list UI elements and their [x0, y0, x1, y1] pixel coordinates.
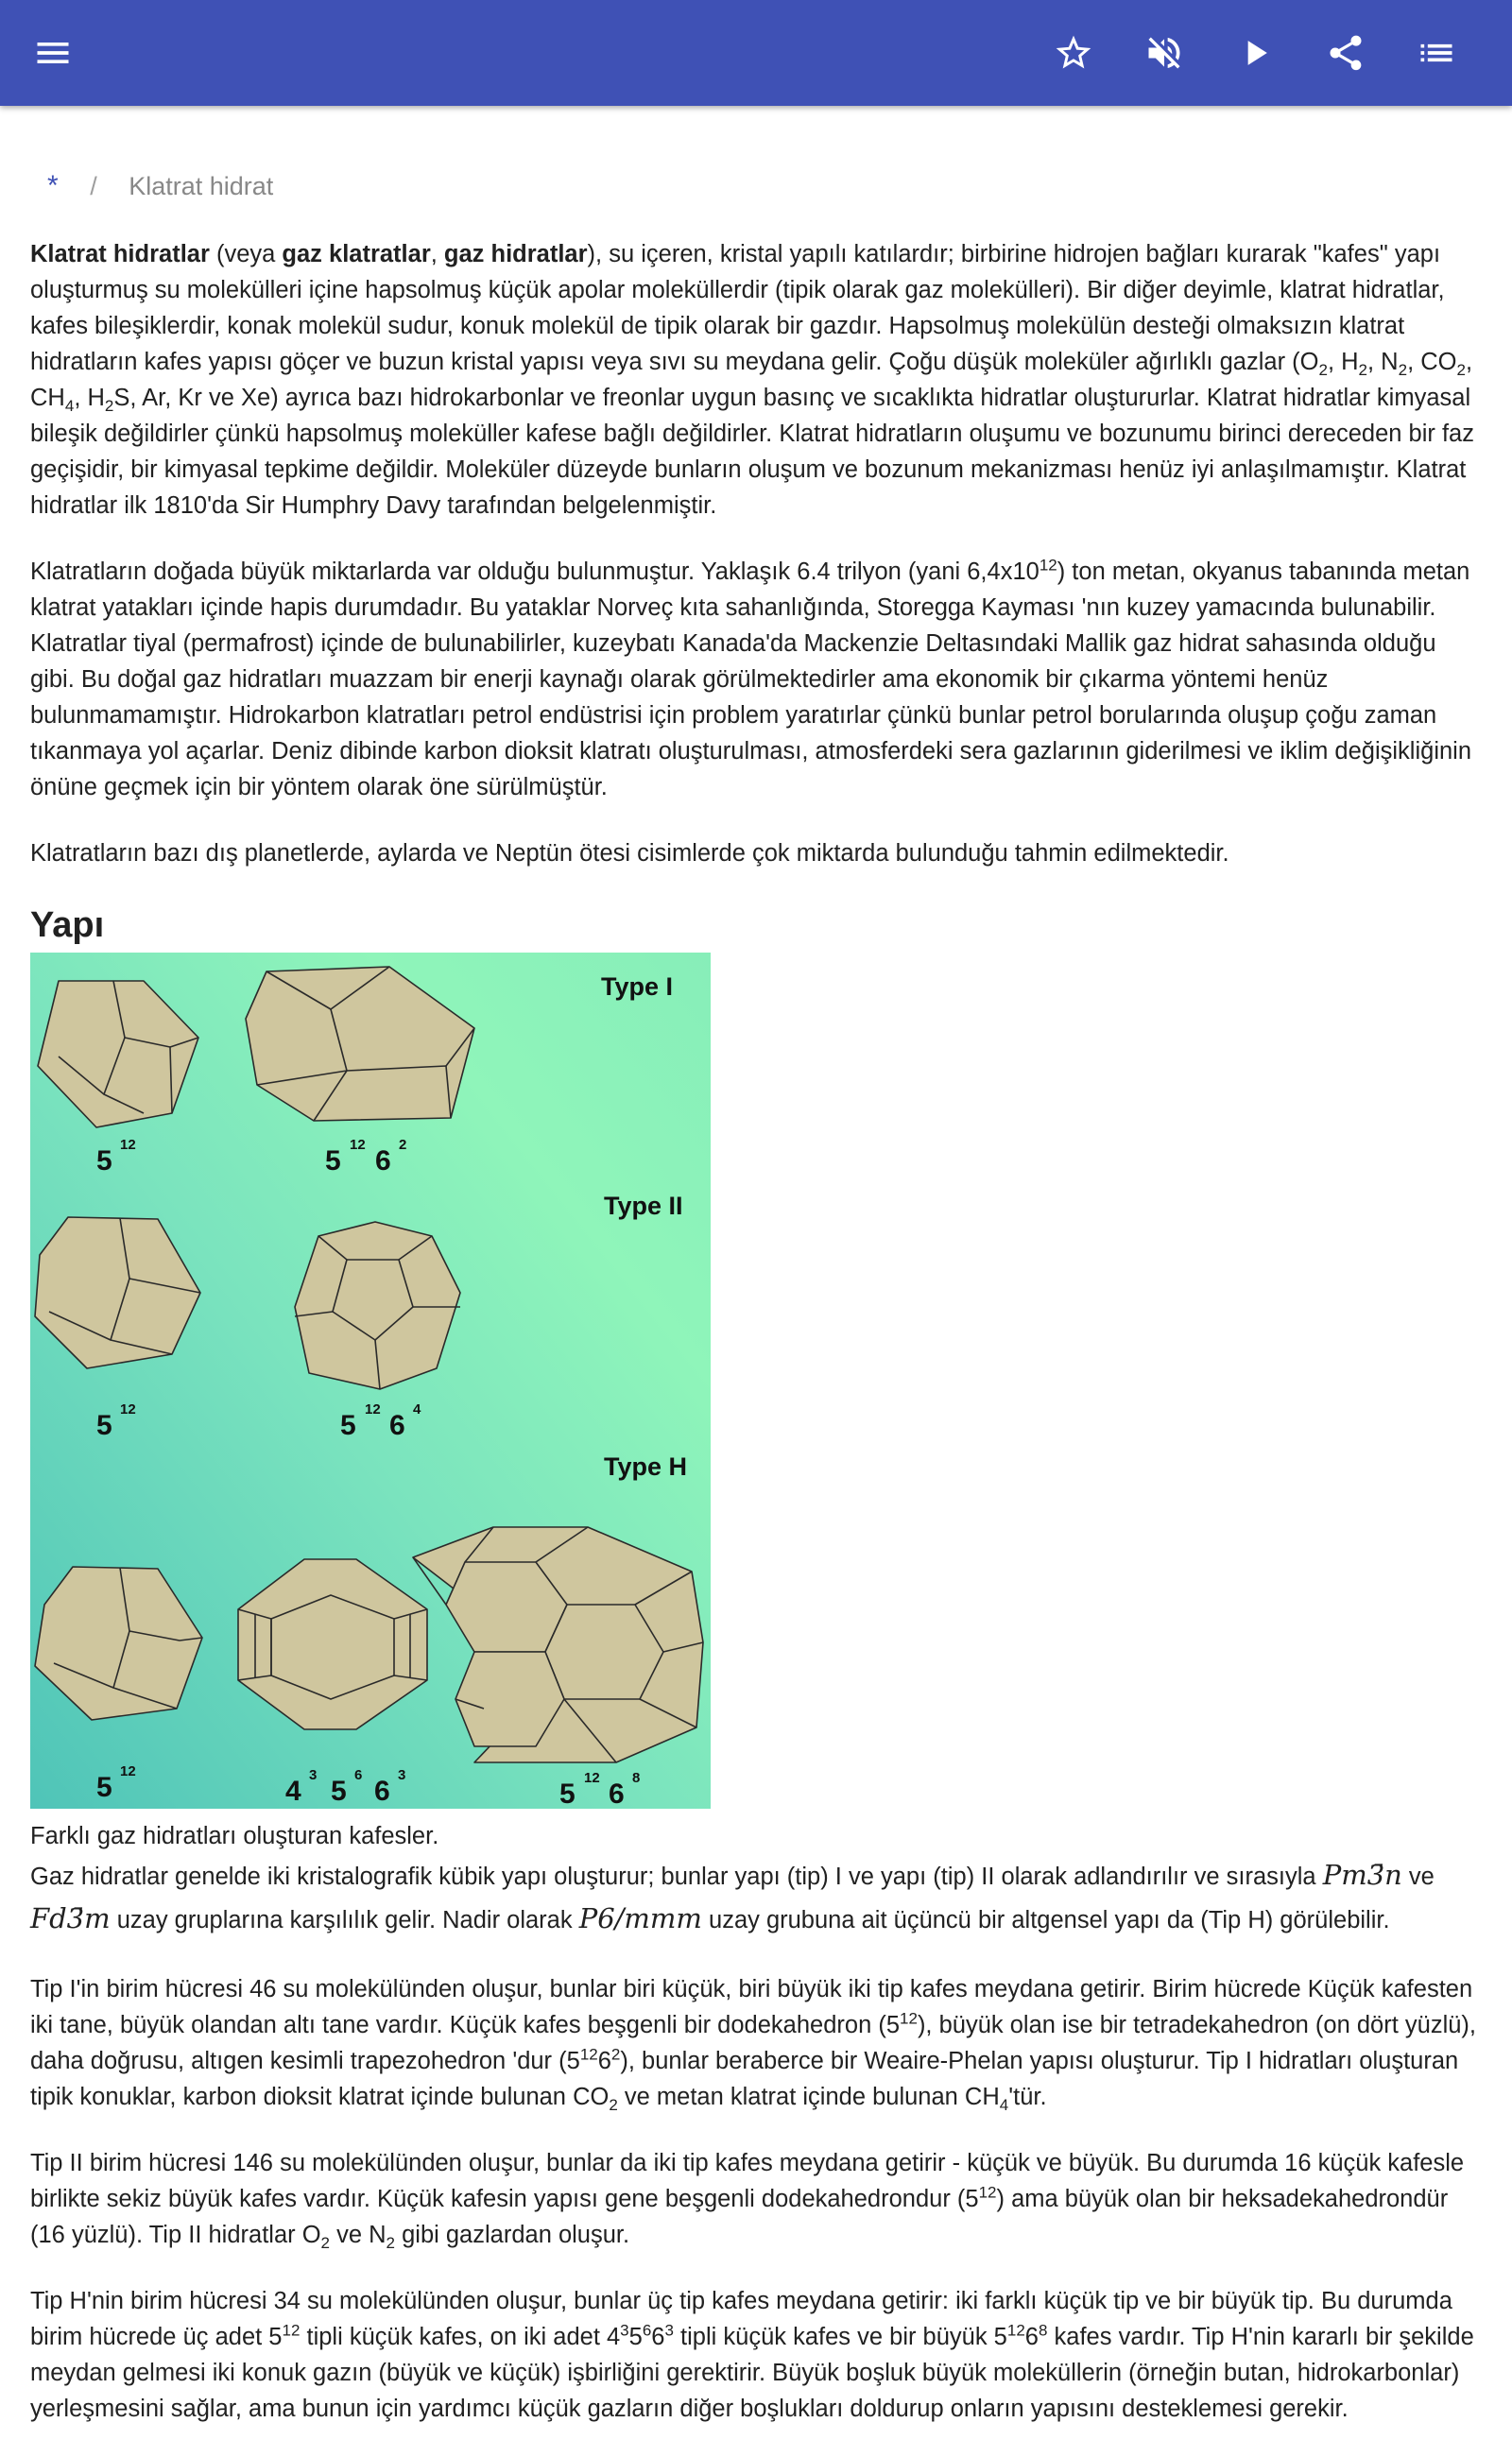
text: ), su içeren, kristal yapılı katılardır; birbirine hidrojen bağları kurarak "kafes" yapı oluşturmuş su molekülleri içine hapsolmuş küçük apolar moleküllerdir (tipik olarak gaz molekülleri). Bir diğer deyimle, klatrat hidratlar, kafes bileşiklerdir, konak molekül sudur, konuk molekül de tipik olarak bir gazdır. Hapsolmuş molekülün desteği olmaksızın klatrat hidratların kafes yapısı göçer ve buzun kristal yapısı veya sıvı su meydana gelir. Çoğu düşük moleküler ağırlıklı gazlar (O: [30, 241, 1445, 375]
term-bold: Klatrat hidratlar: [30, 241, 210, 267]
label-base: 5: [559, 1778, 576, 1809]
play-icon: [1234, 32, 1276, 74]
text: 6: [651, 2324, 665, 2350]
breadcrumb: [47, 170, 273, 202]
text: 6: [597, 2048, 611, 2074]
cages-illustration: [30, 953, 711, 1809]
math-space-group: Pm3̄n: [1322, 1859, 1402, 1891]
term-bold: gaz klatratlar: [282, 241, 431, 267]
subscript: 2: [1318, 361, 1328, 380]
clathrate-cages-figure[interactable]: [30, 953, 711, 1809]
paragraph-crystal-structures: [30, 1854, 1486, 1941]
text: , CO: [1407, 349, 1457, 375]
play-button[interactable]: [1225, 23, 1285, 83]
text: S, Ar, Kr ve Xe) ayrıca bazı hidrokarbonlar ve freonlar uygun basınç ve sıcaklıkta hidratlar oluştururlar. Klatrat hidratlar kimyasal bileşik değildirler çünkü hapsolmuş moleküller kafese bağlı değildirler. Klatrat hidratların oluşumu ve bozunumu birinci dereceden bir faz geçişidir, bir kimyasal tepkime değildir. Moleküler düzeyde bunların oluşum ve bozunum mekanizması henüz iyi anlaşılmamıştır. Klatrat hidratlar ilk 1810'da Sir Humphry Davy tarafından belgelenmiştir.: [30, 385, 1474, 519]
text: , CH: [30, 349, 1473, 411]
text: kafes vardır. Tip H'nin kararlı bir şekilde meydan gelmesi iki konuk gazın (büyük ve küçük) işbirliğini gerektirir. Büyük boşluk büyük moleküllerin (örneğin butan, hidrokarbonlar) yerleşmesini sağlar, ama bunun için yardımcı küçük gazların diğer boşlukları doldurup onların yapısını desteklemesi gerekir.: [30, 2324, 1474, 2422]
label-base: 6: [374, 1776, 390, 1807]
label-exponent: 12: [120, 1137, 136, 1153]
paragraph-type-1: [30, 1971, 1486, 2115]
superscript: 12: [978, 2183, 997, 2202]
text: (veya: [209, 241, 283, 267]
label-base: 6: [375, 1145, 391, 1177]
text: ) ama büyük olan bir heksadekahedrondür (16 yüzlü). Tip II hidratlar O: [30, 2186, 1449, 2248]
subscript: 2: [1398, 361, 1408, 380]
label-base: 5: [96, 1410, 112, 1441]
text: Tip H'nin birim hücresi 34 su molekülünden oluşur, bunlar üç tip kafes meydana getirir: iki farklı küçük tip ve bir büyük tip. Bu durumda birim hücrede üç adet 5: [30, 2288, 1452, 2350]
superscript: 3: [620, 2321, 629, 2340]
label-exponent: 12: [120, 1401, 136, 1418]
text: Tip I'in birim hücresi 46 su molekülünden oluşur, bunlar biri küçük, biri büyük iki tip kafes meydana getirir. Birim hücrede Küçük kafesten iki tane, büyük olandan altı tane vardır. Küçük kafes beşgenli bir dodekahedron (5: [30, 1976, 1473, 2038]
text: , H: [74, 385, 105, 411]
article-content: [30, 236, 1486, 2457]
term-bold: gaz hidratlar: [443, 241, 588, 267]
label-exponent: 3: [309, 1767, 318, 1783]
text: 'tür.: [1008, 2084, 1047, 2110]
superscript: 8: [1038, 2321, 1048, 2340]
share-button[interactable]: [1315, 23, 1376, 83]
superscript: 12: [1006, 2321, 1025, 2340]
text: ), büyük olan ise bir tetradekahedron (on dört yüzlü), daha doğrusu, altıgen kesimli trapezohedron 'dur (5: [30, 2012, 1477, 2074]
math-space-group: Fd3̄m: [30, 1902, 111, 1934]
label-base: 5: [96, 1772, 112, 1803]
menu-icon: [32, 32, 74, 74]
text: Gaz hidratlar genelde iki kristalografik kübik yapı oluşturur; bunlar yapı (tip) I ve yapı (tip) II olarak adlandırılır ve sırasıyla: [30, 1864, 1323, 1890]
text: ) ton metan, okyanus tabanında metan klatrat yatakları içinde hapis durumdadır. Bu yataklar Norveç kıta sahanlığında, Storegga Kayması 'nın kuzey yamacında bulunabilir. Klatratlar tiyal (permafrost) içinde de bulunabilirler, kuzeybatı Kanada'da Mackenzie Deltasındaki Mallik gaz hidrat sahasında olduğu gibi. Bu doğal gaz hidratları muazzam bir enerji kaynağı olarak görülmektedirler ama ekonomik bir çıkarma yöntemi henüz bulunmamamıştır. Hidrokarbon klatratları petrol endüstrisi için problem yaratırlar çünkü bunlar petrol borularında oluşup çoğu zaman tıkanmaya yol açarlar. Deniz dibinde karbon dioksit klatratı oluşturulması, atmosferdeki sera gazlarının giderilmesi ve iklim değişikliğinin önüne geçmek için bir yöntem olarak öne sürülmüştür.: [30, 558, 1472, 800]
superscript: 3: [664, 2321, 674, 2340]
label-base: 6: [389, 1410, 405, 1441]
section-heading-structure: Yapı: [30, 905, 105, 945]
label-base: 5: [331, 1776, 347, 1807]
label-type-1: Type I: [601, 972, 674, 1001]
star-outline-icon: [1053, 32, 1094, 74]
figure-caption: Farklı gaz hidratları oluşturan kafesler.: [30, 1823, 439, 1849]
subscript: 2: [320, 2234, 331, 2253]
label-base: 5: [325, 1145, 341, 1177]
subscript: 4: [999, 2096, 1009, 2115]
label-exponent: 12: [120, 1763, 136, 1779]
breadcrumb-home-link[interactable]: *: [47, 170, 59, 201]
breadcrumb-separator: /: [90, 172, 97, 200]
paragraph-occurrence: [30, 554, 1486, 805]
superscript: 12: [900, 2009, 918, 2028]
app-toolbar: [0, 0, 1512, 106]
text: ve N: [330, 2222, 387, 2248]
share-icon: [1325, 32, 1366, 74]
text: ve metan klatrat içinde bulunan CH: [617, 2084, 1000, 2110]
label-exponent: 12: [350, 1137, 366, 1153]
label-exponent: 6: [354, 1767, 363, 1783]
text: tipli küçük kafes ve bir büyük 5: [673, 2324, 1007, 2350]
paragraph-planets: Klatratların bazı dış planetlerde, aylarda ve Neptün ötesi cisimlerde çok miktarda bulunduğu tahmin edilmektedir.: [30, 840, 1229, 867]
menu-button[interactable]: [23, 23, 83, 83]
text: 5: [628, 2324, 643, 2350]
superscript: 2: [610, 2045, 621, 2064]
superscript: 6: [642, 2321, 652, 2340]
paragraph-type-h: [30, 2283, 1486, 2427]
text: ), bunlar beraberce bir Weaire-Phelan yapısı oluşturur. Tip I hidratları oluşturan tipik konuklar, karbon dioksit klatrat içinde bulunan CO: [30, 2048, 1459, 2110]
toc-button[interactable]: [1406, 23, 1467, 83]
math-space-group: P6/mmm: [578, 1902, 702, 1934]
text: ,: [430, 241, 444, 267]
subscript: 4: [64, 397, 75, 416]
list-icon: [1416, 32, 1457, 74]
text: ve: [1401, 1864, 1435, 1890]
label-exponent: 12: [365, 1401, 381, 1418]
label-type-h: Type H: [604, 1452, 688, 1481]
mute-button[interactable]: [1134, 23, 1194, 83]
subscript: 2: [1456, 361, 1466, 380]
label-base: 4: [285, 1776, 301, 1807]
bookmark-button[interactable]: [1043, 23, 1104, 83]
paragraph-type-2: [30, 2145, 1486, 2253]
cage-hexadecahedron: [295, 1222, 460, 1389]
text: , H: [1327, 349, 1359, 375]
text: gibi gazlardan oluşur.: [395, 2222, 630, 2248]
label-base: 5: [96, 1145, 112, 1177]
text: tipli küçük kafes, on iki adet 4: [300, 2324, 621, 2350]
label-exponent: 4: [413, 1401, 421, 1418]
superscript: 12: [282, 2321, 301, 2340]
text: 6: [1024, 2324, 1039, 2350]
breadcrumb-current: Klatrat hidrat: [129, 172, 274, 200]
label-exponent: 3: [398, 1767, 406, 1783]
label-base: 5: [340, 1410, 356, 1441]
subscript: 2: [1358, 361, 1367, 380]
text: uzay grubuna ait üçüncü bir altgensel yapı da (Tip H) görülebilir.: [701, 1907, 1390, 1933]
label-type-2: Type II: [604, 1192, 683, 1220]
superscript: 12: [1039, 556, 1057, 575]
text: Klatratların doğada büyük miktarlarda var olduğu bulunmuştur. Yaklaşık 6.4 trilyon (yani 6,4x10: [30, 558, 1040, 585]
label-exponent: 2: [399, 1137, 407, 1153]
subscript: 2: [104, 397, 114, 416]
subscript: 2: [609, 2096, 618, 2115]
subscript: 2: [386, 2234, 396, 2253]
paragraph-intro: [30, 236, 1486, 524]
text: Tip II birim hücresi 146 su molekülünden oluşur, bunlar da iki tip kafes meydana getirir - küçük ve büyük. Bu durumda 16 küçük kafesle birlikte sekiz büyük kafes vardır. Küçük kafesin yapısı gene beşgenli dodekahedrondur (5: [30, 2150, 1465, 2212]
text: , N: [1367, 349, 1399, 375]
label-exponent: 8: [632, 1770, 641, 1786]
text: uzay gruplarına karşılılık gelir. Nadir olarak: [110, 1907, 579, 1933]
superscript: 12: [579, 2045, 598, 2064]
label-exponent: 12: [584, 1770, 600, 1786]
label-base: 6: [609, 1778, 625, 1809]
volume-off-icon: [1143, 32, 1185, 74]
